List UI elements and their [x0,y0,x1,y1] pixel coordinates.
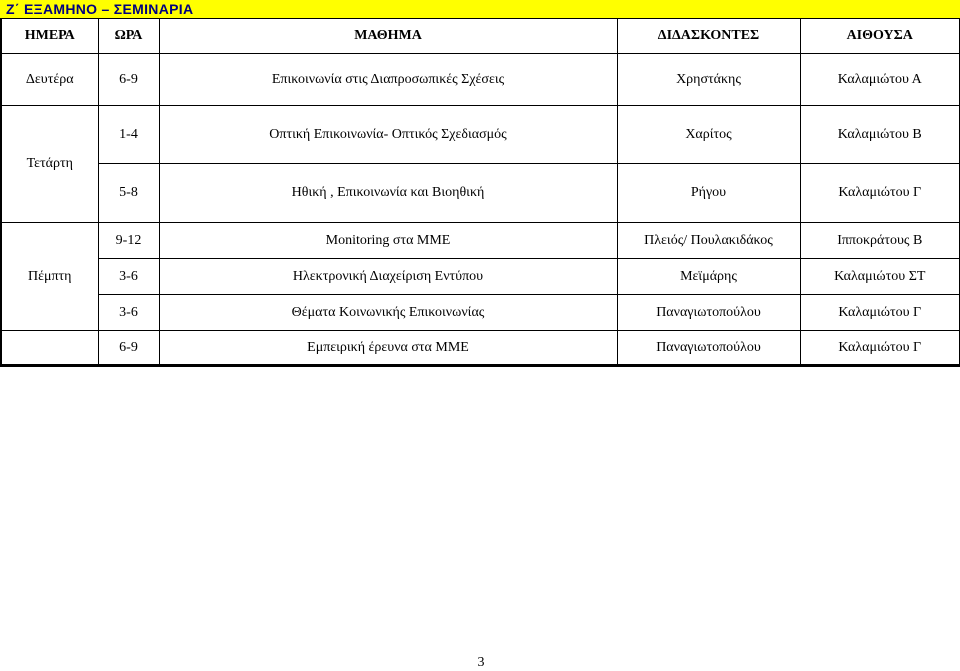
header-instructors: ΔΙΔΑΣΚΟΝΤΕΣ [617,19,800,54]
header-day: ΗΜΕΡΑ [1,19,98,54]
instructor-cell: Χρηστάκης [617,54,800,106]
time-cell: 5-8 [98,164,159,223]
time-cell: 3-6 [98,295,159,331]
day-cell: Τετάρτη [1,106,98,223]
day-cell-empty [1,331,98,366]
day-cell: Πέμπτη [1,223,98,331]
instructor-cell: Μεϊμάρης [617,259,800,295]
room-cell: Ιπποκράτους Β [800,223,960,259]
instructor-cell: Χαρίτος [617,106,800,164]
room-cell: Καλαμιώτου Γ [800,331,960,366]
course-cell: Οπτική Επικοινωνία- Οπτικός Σχεδιασμός [159,106,617,164]
schedule-table [0,18,960,367]
room-cell: Καλαμιώτου Α [800,54,960,106]
instructor-cell: Παναγιωτοπούλου [617,331,800,366]
table-row [1,223,960,259]
course-cell: Ηθική , Επικοινωνία και Βιοηθική [159,164,617,223]
instructor-cell: Ρήγου [617,164,800,223]
course-cell: Θέματα Κοινωνικής Επικοινωνίας [159,295,617,331]
table-row [1,106,960,164]
room-cell: Καλαμιώτου Β [800,106,960,164]
table-row [1,54,960,106]
title-banner [0,0,960,18]
header-room: ΑΙΘΟΥΣΑ [800,19,960,54]
course-cell: Ηλεκτρονική Διαχείριση Εντύπου [159,259,617,295]
header-course: ΜΑΘΗΜΑ [159,19,617,54]
time-cell: 9-12 [98,223,159,259]
room-cell: Καλαμιώτου Γ [800,164,960,223]
day-cell: Δευτέρα [1,54,98,106]
course-cell: Εμπειρική έρευνα στα ΜΜΕ [159,331,617,366]
room-cell: Καλαμιώτου ΣΤ [800,259,960,295]
table-row [1,331,960,366]
room-cell: Καλαμιώτου Γ [800,295,960,331]
instructor-cell: Παναγιωτοπούλου [617,295,800,331]
time-cell: 6-9 [98,54,159,106]
page-title: Ζ΄ ΕΞΑΜΗΝΟ – ΣΕΜΙΝΑΡΙΑ [6,1,194,17]
course-cell: Monitoring στα ΜΜΕ [159,223,617,259]
table-row [1,259,960,295]
table-header-row [1,19,960,54]
table-row [1,295,960,331]
instructor-cell: Πλειός/ Πουλακιδάκος [617,223,800,259]
time-cell: 6-9 [98,331,159,366]
page-number: 3 [477,655,485,670]
table-row [1,164,960,223]
time-cell: 3-6 [98,259,159,295]
time-cell: 1-4 [98,106,159,164]
course-cell: Επικοινωνία στις Διαπροσωπικές Σχέσεις [159,54,617,106]
header-time: ΩΡΑ [98,19,159,54]
